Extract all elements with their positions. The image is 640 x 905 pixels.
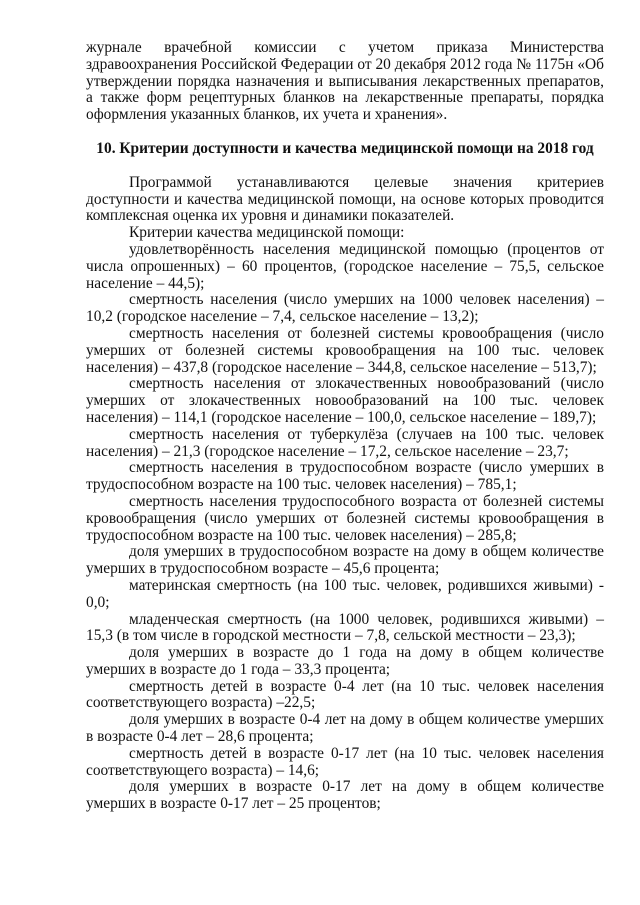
paragraph-child-0-4-home-deaths: доля умерших в возрасте 0-4 лет на дому в общем количестве умерших в возрасте 0-4 лет – 28,6 процента; <box>86 711 604 746</box>
paragraph-satisfaction: удовлетворённость населения медицинской помощью (процентов от числа опрошенных) – 60 процентов, (городское население – 75,5, сельское население – 44,5); <box>86 240 604 292</box>
paragraph-quality-criteria-title: Критерии качества медицинской помощи: <box>129 224 405 242</box>
paragraph-cardiovascular-mortality: смертность населения от болезней системы кровообращения (число умерших от болезней системы кровообращения на 100 тыс. человек населения) – 437,8 (городское население – 344,8, сельское население – 513,7); <box>86 324 604 376</box>
paragraph-maternal-mortality: материнская смертность (на 100 тыс. человек, родившихся живыми) - 0,0; <box>86 576 604 611</box>
paragraph-cancer-mortality: смертность населения от злокачественных новообразований (число умерших от злокачественных новообразований на 100 тыс. человек населения) – 114,1 (городское население – 100,0, сельское население – 189,7); <box>86 375 604 426</box>
paragraph-child-0-17-home-deaths: доля умерших в возрасте 0-17 лет на дому в общем количестве умерших в возрасте 0-17 лет – 25 процентов; <box>86 778 604 813</box>
paragraph-child-0-4-mortality: смертность детей в возрасте 0-4 лет (на 10 тыс. человек населения соответствующего возраста) –22,5; <box>86 677 604 712</box>
document-page <box>86 40 604 813</box>
paragraph-tuberculosis-mortality: смертность населения от туберкулёза (случаев на 100 тыс. человек населения) – 21,3 (городское население – 17,2, сельское население – 23,7; <box>86 425 604 460</box>
paragraph-working-age-home-deaths: доля умерших в трудоспособном возрасте на дому в общем количестве умерших в трудоспособном возрасте – 45,6 процента; <box>86 543 604 578</box>
section-heading: 10. Критерии доступности и качества медицинской помощи на 2018 год <box>96 139 594 157</box>
paragraph-program-goals: Программой устанавливаются целевые значения критериев доступности и качества медицинской помощи, на основе которых проводится комплексная оценка их уровня и динамики показателей. <box>86 173 604 225</box>
paragraph-working-age-cardio-mortality: смертность населения трудоспособного возраста от болезней системы кровообращения (число умерших от болезней системы кровообращения в трудоспособном возрасте на 100 тыс. человек населения) – 285,8; <box>86 492 604 544</box>
intro-paragraph: журнале врачебной комиссии с учетом приказа Министерства здравоохранения Российской Федерации от 20 декабря 2012 года № 1175н «Об утверждении порядка назначения и выписывания лекарственных препаратов, а также форм рецептурных бланков на лекарственные препараты, порядка оформления указанных бланков, их учета и хранения». <box>86 39 604 124</box>
paragraph-infant-mortality: младенческая смертность (на 1000 человек, родившихся живыми) – 15,3 (в том числе в городской местности – 7,8, сельской местности – 23,3); <box>86 610 604 645</box>
paragraph-infant-home-deaths: доля умерших в возрасте до 1 года на дому в общем количестве умерших в возрасте до 1 года – 33,3 процента; <box>86 644 604 678</box>
paragraph-working-age-mortality: смертность населения в трудоспособном возрасте (число умерших в трудоспособном возрасте на 100 тыс. человек населения) – 785,1; <box>86 459 604 494</box>
paragraph-mortality: смертность населения (число умерших на 1000 человек населения) – 10,2 (городское население – 7,4, сельское население – 13,2); <box>86 291 604 326</box>
paragraph-child-0-17-mortality: смертность детей в возрасте 0-17 лет (на 10 тыс. человек населения соответствующего возраста) – 14,6; <box>86 744 604 779</box>
